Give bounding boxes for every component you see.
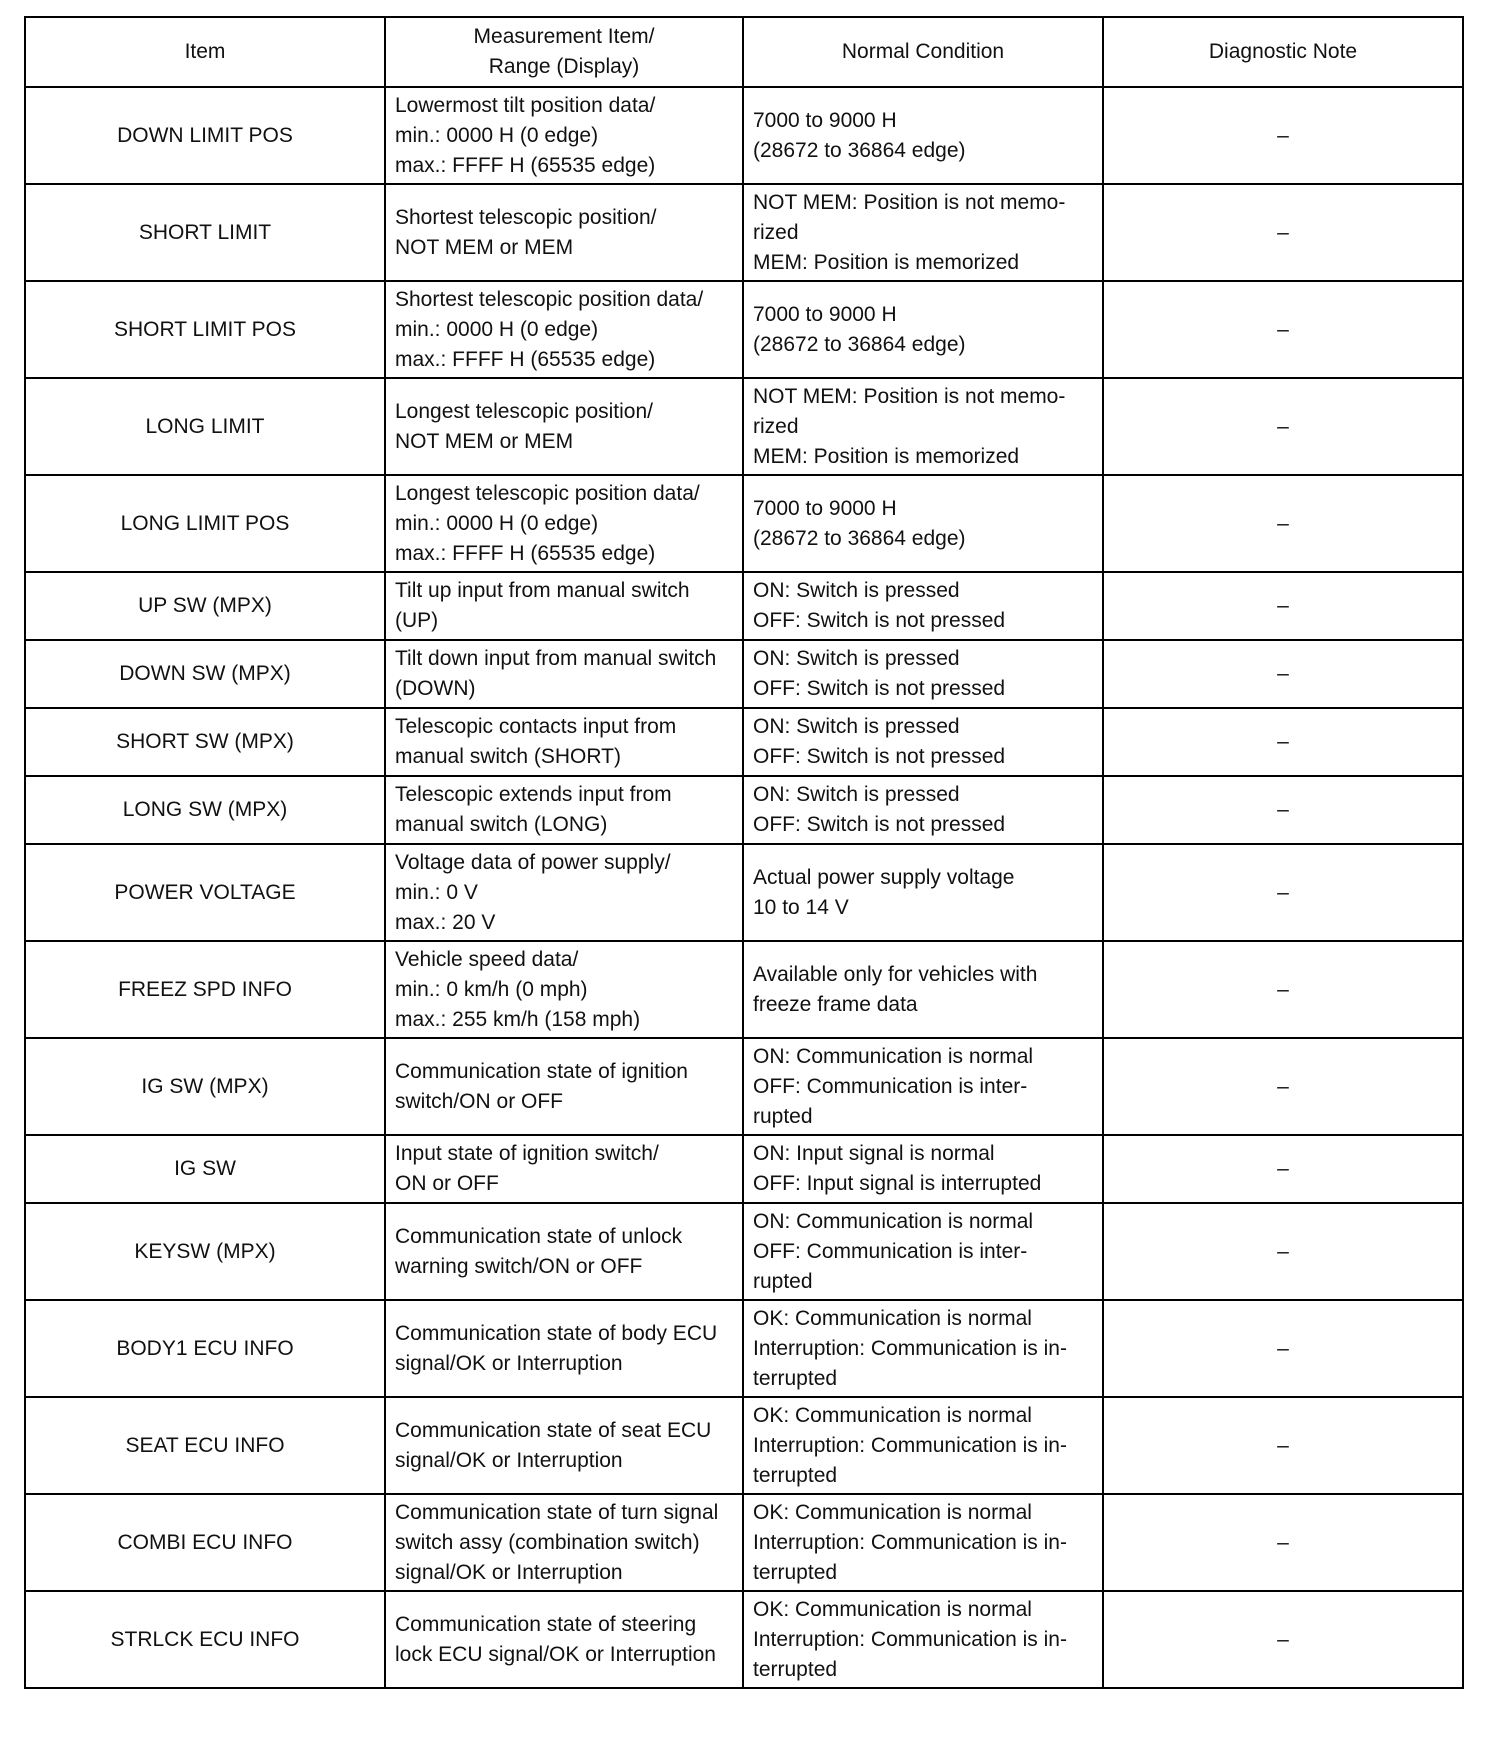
- range-line: min.: 0000 H (0 edge): [395, 317, 599, 341]
- diagnostic-note-cell: –: [1103, 1397, 1463, 1494]
- table-row: [25, 640, 1463, 708]
- normal-condition-cell: [743, 281, 1103, 378]
- table-row: [25, 184, 1463, 281]
- diagnostic-note-cell: –: [1103, 572, 1463, 640]
- normal-condition-cell: [743, 1203, 1103, 1300]
- measurement-range-cell: [385, 572, 743, 640]
- diagnostic-note-cell: –: [1103, 1591, 1463, 1688]
- range-line: min.: 0000 H (0 edge): [395, 511, 599, 535]
- measurement-range-cell: [385, 1135, 743, 1203]
- measurement-range-cell: [385, 941, 743, 1038]
- table-row: [25, 844, 1463, 941]
- measurement-range-cell: [385, 776, 743, 844]
- normal-condition-cell: [743, 640, 1103, 708]
- table-row: [25, 475, 1463, 572]
- diagnostic-note-cell: –: [1103, 1494, 1463, 1591]
- normal-line: terrupted: [753, 1463, 838, 1487]
- measurement-range-cell: [385, 1203, 743, 1300]
- normal-line: ON: Communication is normal: [753, 1209, 1034, 1233]
- range-line: Telescopic extends input from: [395, 783, 672, 806]
- normal-line: Interruption: Communication is in-: [753, 1530, 1067, 1554]
- range-line: Tilt up input from manual switch: [395, 579, 690, 602]
- measurement-range-cell: [385, 184, 743, 281]
- range-line: manual switch (LONG): [395, 813, 608, 836]
- normal-line: OK: Communication is normal: [753, 1500, 1032, 1524]
- normal-condition-cell: [743, 1494, 1103, 1591]
- header-normal-condition: Normal Condition: [743, 17, 1103, 87]
- normal-condition-cell: [743, 184, 1103, 281]
- normal-line: rupted: [753, 1269, 813, 1293]
- range-line: (DOWN): [395, 677, 476, 700]
- item-cell: LONG LIMIT: [25, 378, 385, 475]
- normal-line: ON: Switch is pressed: [753, 783, 960, 806]
- normal-line: MEM: Position is memorized: [753, 250, 1020, 274]
- normal-line: Interruption: Communication is in-: [753, 1336, 1067, 1360]
- diagnostic-note-cell: –: [1103, 1300, 1463, 1397]
- diagnostic-note-cell: –: [1103, 708, 1463, 776]
- normal-line: freeze frame data: [753, 992, 918, 1016]
- measurement-range-cell: [385, 1494, 743, 1591]
- measurement-range-cell: [385, 1397, 743, 1494]
- range-line: NOT MEM or MEM: [395, 235, 574, 259]
- normal-line: OK: Communication is normal: [753, 1403, 1032, 1427]
- item-cell: LONG LIMIT POS: [25, 475, 385, 572]
- normal-condition-cell: [743, 844, 1103, 941]
- header-range-line: Measurement Item/: [473, 25, 655, 48]
- measurement-range-cell: [385, 1038, 743, 1135]
- range-line: switch assy (combination switch): [395, 1530, 700, 1554]
- normal-condition-cell: [743, 572, 1103, 640]
- normal-line: ON: Switch is pressed: [753, 647, 960, 670]
- range-line: ON or OFF: [395, 1172, 499, 1195]
- table-row: [25, 1591, 1463, 1688]
- diagnostic-note-cell: –: [1103, 475, 1463, 572]
- normal-line: ON: Input signal is normal: [753, 1142, 995, 1165]
- range-line: max.: FFFF H (65535 edge): [395, 347, 656, 371]
- normal-line: OFF: Communication is inter-: [753, 1239, 1028, 1263]
- item-cell: KEYSW (MPX): [25, 1203, 385, 1300]
- range-line: Input state of ignition switch/: [395, 1142, 659, 1165]
- measurement-range-cell: [385, 844, 743, 941]
- range-line: signal/OK or Interruption: [395, 1448, 623, 1472]
- measurement-range-cell: [385, 1300, 743, 1397]
- range-line: lock ECU signal/OK or Interruption: [395, 1642, 716, 1666]
- range-line: Lowermost tilt position data/: [395, 93, 656, 117]
- normal-line: OFF: Switch is not pressed: [753, 813, 1006, 836]
- range-line: Voltage data of power supply/: [395, 850, 671, 874]
- item-cell: FREEZ SPD INFO: [25, 941, 385, 1038]
- normal-line: Interruption: Communication is in-: [753, 1433, 1067, 1457]
- normal-line: ON: Communication is normal: [753, 1044, 1034, 1068]
- item-cell: SHORT LIMIT: [25, 184, 385, 281]
- normal-line: OK: Communication is normal: [753, 1306, 1032, 1330]
- range-line: signal/OK or Interruption: [395, 1560, 623, 1584]
- table-row: [25, 87, 1463, 184]
- normal-condition-cell: [743, 1300, 1103, 1397]
- table-row: [25, 1038, 1463, 1135]
- normal-line: OK: Communication is normal: [753, 1597, 1032, 1621]
- diagnostic-note-cell: –: [1103, 1203, 1463, 1300]
- measurement-range-cell: [385, 87, 743, 184]
- range-line: Communication state of turn signal: [395, 1500, 719, 1524]
- range-line: Longest telescopic position/: [395, 399, 653, 423]
- range-line: Vehicle speed data/: [395, 947, 579, 971]
- table-row: [25, 572, 1463, 640]
- normal-line: terrupted: [753, 1657, 838, 1681]
- range-line: Telescopic contacts input from: [395, 715, 677, 738]
- normal-line: terrupted: [753, 1560, 838, 1584]
- diagnostic-note-cell: –: [1103, 640, 1463, 708]
- range-line: (UP): [395, 609, 439, 632]
- range-line: min.: 0000 H (0 edge): [395, 123, 599, 147]
- normal-line: terrupted: [753, 1366, 838, 1390]
- normal-line: OFF: Switch is not pressed: [753, 677, 1006, 700]
- diagnostic-note-cell: –: [1103, 87, 1463, 184]
- normal-line: NOT MEM: Position is not memo-: [753, 384, 1066, 408]
- normal-line: ON: Switch is pressed: [753, 579, 960, 602]
- normal-line: OFF: Communication is inter-: [753, 1074, 1028, 1098]
- normal-line: OFF: Switch is not pressed: [753, 609, 1006, 632]
- range-line: min.: 0 km/h (0 mph): [395, 977, 588, 1001]
- normal-condition-cell: [743, 776, 1103, 844]
- item-cell: LONG SW (MPX): [25, 776, 385, 844]
- header-measurement-range: [385, 17, 743, 87]
- normal-condition-cell: [743, 1135, 1103, 1203]
- table-row: [25, 708, 1463, 776]
- measurement-range-cell: [385, 1591, 743, 1688]
- diagnostic-note-cell: –: [1103, 184, 1463, 281]
- normal-line: NOT MEM: Position is not memo-: [753, 190, 1066, 214]
- normal-line: (28672 to 36864 edge): [753, 332, 966, 356]
- diagnostic-note-cell: –: [1103, 378, 1463, 475]
- normal-line: OFF: Input signal is interrupted: [753, 1172, 1042, 1195]
- header-row: [25, 17, 1463, 87]
- normal-line: MEM: Position is memorized: [753, 444, 1020, 468]
- item-cell: UP SW (MPX): [25, 572, 385, 640]
- diagnostic-note-cell: –: [1103, 941, 1463, 1038]
- item-cell: POWER VOLTAGE: [25, 844, 385, 941]
- item-cell: COMBI ECU INFO: [25, 1494, 385, 1591]
- range-line: max.: 20 V: [395, 910, 496, 934]
- range-line: Communication state of ignition: [395, 1059, 688, 1083]
- diagnostic-note-cell: –: [1103, 844, 1463, 941]
- table-row: [25, 1494, 1463, 1591]
- item-cell: IG SW (MPX): [25, 1038, 385, 1135]
- normal-line: Available only for vehicles with: [753, 962, 1038, 986]
- table-row: [25, 1300, 1463, 1397]
- normal-condition-cell: [743, 1591, 1103, 1688]
- range-line: Communication state of body ECU: [395, 1321, 718, 1345]
- diagnostic-note-cell: –: [1103, 1038, 1463, 1135]
- range-line: max.: 255 km/h (158 mph): [395, 1007, 641, 1031]
- normal-line: 10 to 14 V: [753, 895, 849, 919]
- range-line: max.: FFFF H (65535 edge): [395, 153, 656, 177]
- range-line: Communication state of seat ECU: [395, 1418, 712, 1442]
- measurement-range-cell: [385, 708, 743, 776]
- normal-line: Interruption: Communication is in-: [753, 1627, 1067, 1651]
- normal-line: 7000 to 9000 H: [753, 496, 897, 520]
- measurement-range-cell: [385, 640, 743, 708]
- table-row: [25, 1203, 1463, 1300]
- data-list-table: [24, 16, 1464, 1689]
- table-body: [25, 87, 1463, 1688]
- range-line: Shortest telescopic position/: [395, 205, 657, 229]
- normal-line: OFF: Switch is not pressed: [753, 745, 1006, 768]
- range-line: switch/ON or OFF: [395, 1089, 564, 1113]
- table-header: [25, 17, 1463, 87]
- normal-line: rized: [753, 220, 799, 244]
- normal-line: (28672 to 36864 edge): [753, 138, 966, 162]
- normal-condition-cell: [743, 941, 1103, 1038]
- table-row: [25, 941, 1463, 1038]
- measurement-range-cell: [385, 475, 743, 572]
- diagnostic-note-cell: –: [1103, 776, 1463, 844]
- measurement-range-cell: [385, 378, 743, 475]
- range-line: Communication state of unlock: [395, 1224, 683, 1248]
- table-row: [25, 776, 1463, 844]
- item-cell: SHORT SW (MPX): [25, 708, 385, 776]
- measurement-range-cell: [385, 281, 743, 378]
- normal-condition-cell: [743, 1038, 1103, 1135]
- range-line: NOT MEM or MEM: [395, 429, 574, 453]
- table-row: [25, 1397, 1463, 1494]
- normal-line: Actual power supply voltage: [753, 865, 1015, 889]
- normal-condition-cell: [743, 708, 1103, 776]
- normal-line: rized: [753, 414, 799, 438]
- normal-line: 7000 to 9000 H: [753, 108, 897, 132]
- range-line: max.: FFFF H (65535 edge): [395, 541, 656, 565]
- range-line: Longest telescopic position data/: [395, 481, 700, 505]
- range-line: signal/OK or Interruption: [395, 1351, 623, 1375]
- normal-condition-cell: [743, 475, 1103, 572]
- range-line: Communication state of steering: [395, 1612, 697, 1636]
- item-cell: BODY1 ECU INFO: [25, 1300, 385, 1397]
- normal-condition-cell: [743, 87, 1103, 184]
- range-line: warning switch/ON or OFF: [395, 1254, 643, 1278]
- table-row: [25, 281, 1463, 378]
- normal-line: ON: Switch is pressed: [753, 715, 960, 738]
- item-cell: SHORT LIMIT POS: [25, 281, 385, 378]
- table-row: [25, 378, 1463, 475]
- range-line: Tilt down input from manual switch: [395, 647, 717, 670]
- range-line: min.: 0 V: [395, 880, 478, 904]
- table-row: [25, 1135, 1463, 1203]
- item-cell: IG SW: [25, 1135, 385, 1203]
- range-line: Shortest telescopic position data/: [395, 287, 704, 311]
- item-cell: DOWN LIMIT POS: [25, 87, 385, 184]
- normal-line: (28672 to 36864 edge): [753, 526, 966, 550]
- range-line: manual switch (SHORT): [395, 745, 621, 768]
- item-cell: STRLCK ECU INFO: [25, 1591, 385, 1688]
- diagnostic-note-cell: –: [1103, 1135, 1463, 1203]
- item-cell: DOWN SW (MPX): [25, 640, 385, 708]
- diagnostic-note-cell: –: [1103, 281, 1463, 378]
- normal-condition-cell: [743, 378, 1103, 475]
- header-diagnostic-note: Diagnostic Note: [1103, 17, 1463, 87]
- item-cell: SEAT ECU INFO: [25, 1397, 385, 1494]
- header-range-line: Range (Display): [488, 55, 640, 78]
- normal-line: rupted: [753, 1104, 813, 1128]
- normal-line: 7000 to 9000 H: [753, 302, 897, 326]
- header-item: Item: [25, 17, 385, 87]
- normal-condition-cell: [743, 1397, 1103, 1494]
